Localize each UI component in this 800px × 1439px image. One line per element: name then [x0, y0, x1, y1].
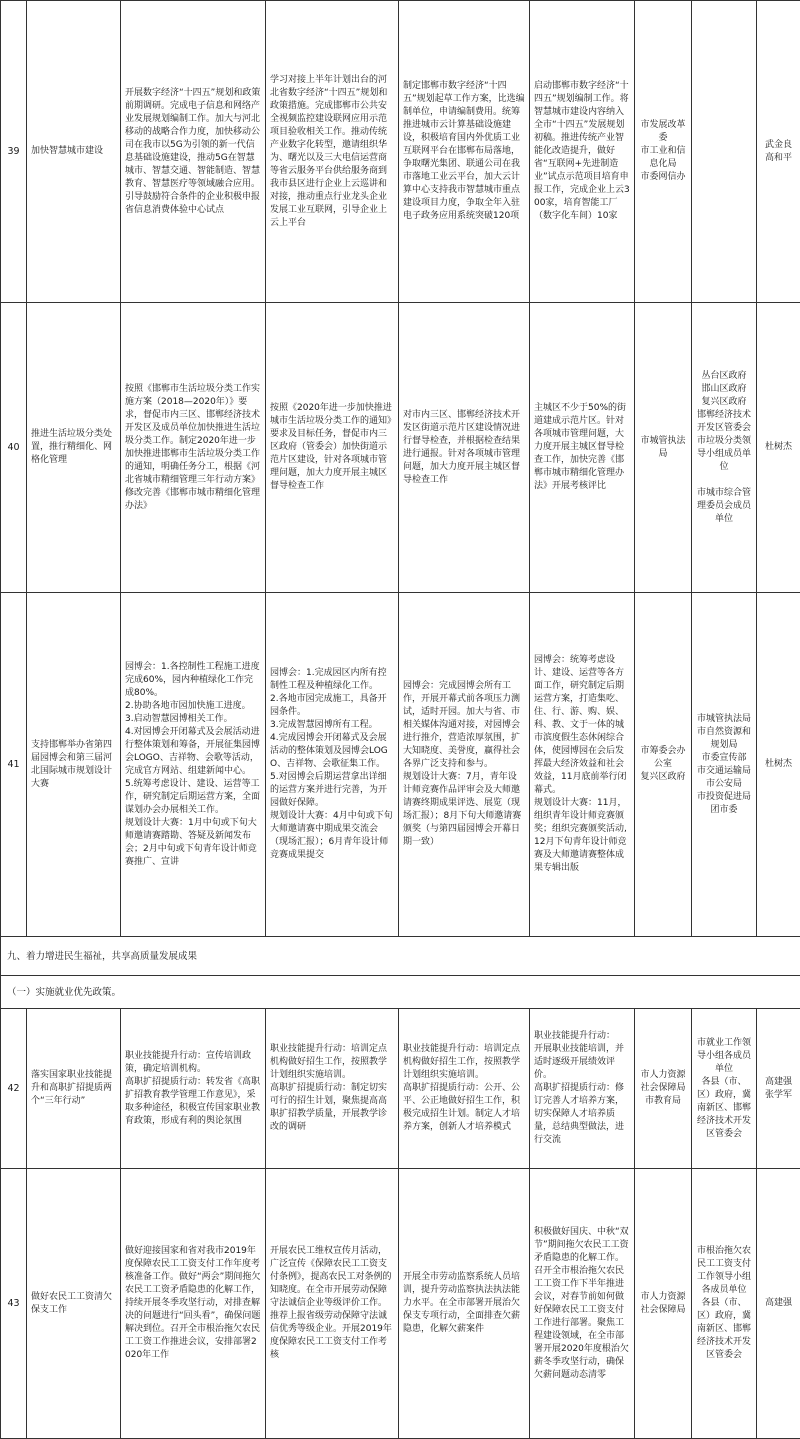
q4-plan: 启动邯郸市数字经济“十四五”规划编制工作。将智慧城市建设内容纳入全市“十四五”发展规划初稿。推进传统产业智能化改造提升，做好省“互联网+先进制造业”试点示范项目培育申报工作，完成企业上云300家，培育智能工厂（数字化车间）10家	[530, 1, 635, 303]
responsible-leader: 杜树杰	[757, 593, 800, 937]
q2-plan: 职业技能提升行动：培训定点机构做好招生工作，按照教学计划组织实施培训。 高职扩招提质行动：制定切实可行的招生计划，聚焦提高高职扩招教学质量，开展教学诊改的调研	[266, 1009, 399, 1169]
q3-plan: 制定邯郸市数字经济“十四五”规划起草工作方案，比选编制单位，申请编制费用。统筹推进城市云计算基础设施建设，积极培育国内外优质工业互联网平台在邯郸布局落地，争取曙光集团、联通公司在我市落地工业云平台，加大云计算中心支持我市智慧城市重点建设项目力度，争取全年入驻电子政务应用系统突破120项	[399, 1, 530, 303]
lead-department: 市人力资源社会保障局	[635, 1169, 692, 1439]
q2-plan: 按照《2020年进一步加快推进城市生活垃圾分类工作的通知》要求及目标任务，督促市内三区政府（管委会）加快街道示范片区建设，针对各项城市管理问题，加大力度开展主城区督导检查工作	[266, 303, 399, 593]
row-number: 43	[1, 1169, 27, 1439]
table-row	[1, 1169, 800, 1439]
q4-plan: 主城区不少于50%的街道建成示范片区。针对各项城市管理问题，大力度开展主城区督导检查工作，加快完善《邯郸市城市精细化管理办法》开展考核评比	[530, 303, 635, 593]
row-number: 41	[1, 593, 27, 937]
q2-plan: 园博会：1.完成园区内所有控制性工程及种植绿化工作。 2.各地市园完成施工，具备开园条件。 3.完成智慧园博所有工程。 4.完成园博会开闭幕式及会展活动的整体策划及园博会LOGO、吉祥物、会歌征集工作。 5.对园博会后期运营拿出详细的运营方案并进行完善，为开园做好保障。 规划设计大赛：4月中旬或下旬大师邀请赛中期成果交流会（现场汇报）；6月青年设计师竞赛成果提交	[266, 593, 399, 937]
task-name: 推进生活垃圾分类处置，推行精细化、网格化管理	[27, 303, 121, 593]
lead-department: 市发展改革委 市工业和信息化局 市委网信办	[635, 1, 692, 303]
q2-plan: 开展农民工维权宣传月活动，广泛宣传《保障农民工工资支付条例》，提高农民工对条例的知晓度。在全市开展劳动保障守法诚信企业等级评价工作。推荐上报省级劳动保障守法诚信优秀等级企业。开展2019年度保障农民工工资支付工作考核	[266, 1169, 399, 1439]
section-row	[1, 937, 800, 976]
row-number: 42	[1, 1009, 27, 1169]
q1-plan: 职业技能提升行动：宣传培训政策，确定培训机构。 高职扩招提质行动：转发省《高职扩招教育教学管理工作意见》，采取多种途径，积极宣传国家职业教育政策，形成有利的舆论氛围	[121, 1009, 266, 1169]
cooperating-units: 市根治拖欠农民工工资支付工作领导小组各成员单位 各县（市、区）政府，冀南新区、邯郸经济技术开发区管委会	[692, 1169, 757, 1439]
q1-plan: 开展数字经济“十四五”规划和政策前期调研。完成电子信息和网络产业发展规划编制工作。加大与河北移动的战略合作力度，加快移动公司在我市以5G为引领的新一代信息基础设施建设，推动5G在智慧城市、智慧交通、智能制造、智慧教育、智慧医疗等领域融合应用。引导鼓励符合条件的企业积极申报省信息消费体验中心试点	[121, 1, 266, 303]
lead-department: 市筹委会办公室 复兴区政府	[635, 593, 692, 937]
q1-plan: 园博会：1.各控制性工程施工进度完成60%，园内种植绿化工作完成80%。 2.协助各地市园加快施工进度。 3.启动智慧园博相关工作。 4.对园博会开闭幕式及会展活动进行整体策划和筹备，开展征集园博会LOGO、吉祥物、会歌等活动，完成官方网站、组建新闻中心。 5.统筹考虑设计、建设、运营等工作，研究制定后期运营方案，全面谋划办会办展相关工作。 规划设计大赛：1月中旬或下旬大师邀请赛踏勘、答疑及新闻发布会；2月中旬或下旬青年设计师竞赛推广、宣讲	[121, 593, 266, 937]
q2-plan: 学习对接上半年计划出台的河北省数字经济“十四五”规划和政策措施。完成邯郸市公共安全视频监控建设联网应用示范项目验收相关工作。推动传统产业数字化转型，邀请组织华为、曙光以及三大电信运营商等省云服务平台供给服务商到我市县区进行企业上云巡讲和对接，推动重点行业龙头企业发展工业互联网，引导企业上云上平台	[266, 1, 399, 303]
q3-plan: 职业技能提升行动：培训定点机构做好招生工作，按照教学计划组织实施培训。 高职扩招提质行动：公开、公平、公正地做好招生工作，积极完成招生计划。制定人才培养方案，创新人才培养模式	[399, 1009, 530, 1169]
task-name: 支持邯郸举办省第四届园博会和第三届河北国际城市规划设计大赛	[27, 593, 121, 937]
responsible-leader: 武金良 高和平	[757, 1, 800, 303]
q3-plan: 对市内三区、邯郸经济技术开发区街道示范片区建设情况进行督导检查，并根据检查结果进行通报。针对各项城市管理问题，加大力度开展主城区督导检查工作	[399, 303, 530, 593]
cooperating-units: 市就业工作领导小组各成员单位 各县（市、区）政府，冀南新区、邯郸经济技术开发区管委会	[692, 1009, 757, 1169]
table-row	[1, 1, 800, 303]
q4-plan: 职业技能提升行动： 开展职业技能培训，并适时逐级开展绩效评价。 高职扩招提质行动：修订完善人才培养方案，切实保障人才培养质量，总结典型做法，进行交流	[530, 1009, 635, 1169]
responsible-leader: 杜树杰	[757, 303, 800, 593]
task-name: 落实国家职业技能提升和高职扩招提质两个“三年行动”	[27, 1009, 121, 1169]
q4-plan: 积极做好国庆、中秋“双节”期间拖欠农民工工资矛盾隐患的化解工作。召开全市根治拖欠农民工工资工作下半年推进会议，对春节前如何做好保障农民工工资支付工作进行部署。聚焦工程建设领域，在全市部署开展2020年度根治欠薪冬季攻坚行动，确保欠薪问题动态清零	[530, 1169, 635, 1439]
subsection-row	[1, 976, 800, 1009]
responsible-leader: 高建强	[757, 1169, 800, 1439]
row-number: 39	[1, 1, 27, 303]
table-row	[1, 1009, 800, 1169]
cooperating-units	[692, 1, 757, 303]
task-name: 做好农民工工资清欠保支工作	[27, 1169, 121, 1439]
lead-department: 市人力资源社会保障局 市教育局	[635, 1009, 692, 1169]
q3-plan: 开展全市劳动监察系统人员培训，提升劳动监察执法执法能力水平。在全市部署开展治欠保支专项行动，全面排查欠薪隐患，化解欠薪案件	[399, 1169, 530, 1439]
table-row	[1, 593, 800, 937]
section-title: 九、着力增进民生福祉，共享高质量发展成果	[1, 937, 800, 976]
lead-department: 市城管执法局	[635, 303, 692, 593]
q4-plan: 园博会：统筹考虑设计、建设、运营等各方面工作，研究制定后期运营方案，打造集吃、住、行、游、购、娱、科、教、文于一体的城市滨度假生态休闲综合体，使园博园在会后发挥最大经济效益和社会效益，11月底前举行闭幕式。 规划设计大赛：11月，组织青年设计师竞赛颁奖；组织完赛颁奖活动,12月下旬青年设计师竞赛及大师邀请赛整体成果专辑出版	[530, 593, 635, 937]
q1-plan: 按照《邯郸市生活垃圾分类工作实施方案（2018—2020年）》要求，督促市内三区、邯郸经济技术开发区及成员单位加快推进生活垃圾分类工作。制定2020年进一步加快推进邯郸市生活垃圾分类工作的通知，明确任务分工，根据《河北省城市精细管理三年行动方案》修改完善《邯郸市城市精细化管理办法》	[121, 303, 266, 593]
q3-plan: 园博会：完成园博会所有工作，开展开幕式前各项压力测试，适时开园。加大与省、市相关媒体沟通对接，对园博会进行推介，营造浓厚氛围，扩大知晓度、美誉度，赢得社会各界广泛支持和参与。 规划设计大赛：7月，青年设计师竞赛作品评审会及大师邀请赛终期成果评选、展览（现场汇报）；8月下旬大师邀请赛颁奖（与第四届园博会开幕日期一致）	[399, 593, 530, 937]
responsible-leader: 高建强 张学军	[757, 1009, 800, 1169]
q1-plan: 做好迎接国家和省对我市2019年度保障农民工工资支付工作年度考核准备工作。做好“两会”期间拖欠农民工工资矛盾隐患的化解工作，持续开展冬季攻坚行动，对排查解决的问题进行“回头看”，确保问题解决到位。召开全市根治拖欠农民工工资工作推进会议，安排部署2020年工作	[121, 1169, 266, 1439]
task-name: 加快智慧城市建设	[27, 1, 121, 303]
row-number: 40	[1, 303, 27, 593]
subsection-title: （一）实施就业优先政策。	[1, 976, 800, 1009]
cooperating-units: 市城管执法局 市自然资源和规划局 市委宣传部 市交通运输局 市公安局 市投资促进局 团市委	[692, 593, 757, 937]
table-row	[1, 303, 800, 593]
cooperating-units: 丛台区政府 邯山区政府 复兴区政府 邯郸经济技术开发区管委会 市垃圾分类领导小组成员单位 市城市综合管理委员会成员单位	[692, 303, 757, 593]
